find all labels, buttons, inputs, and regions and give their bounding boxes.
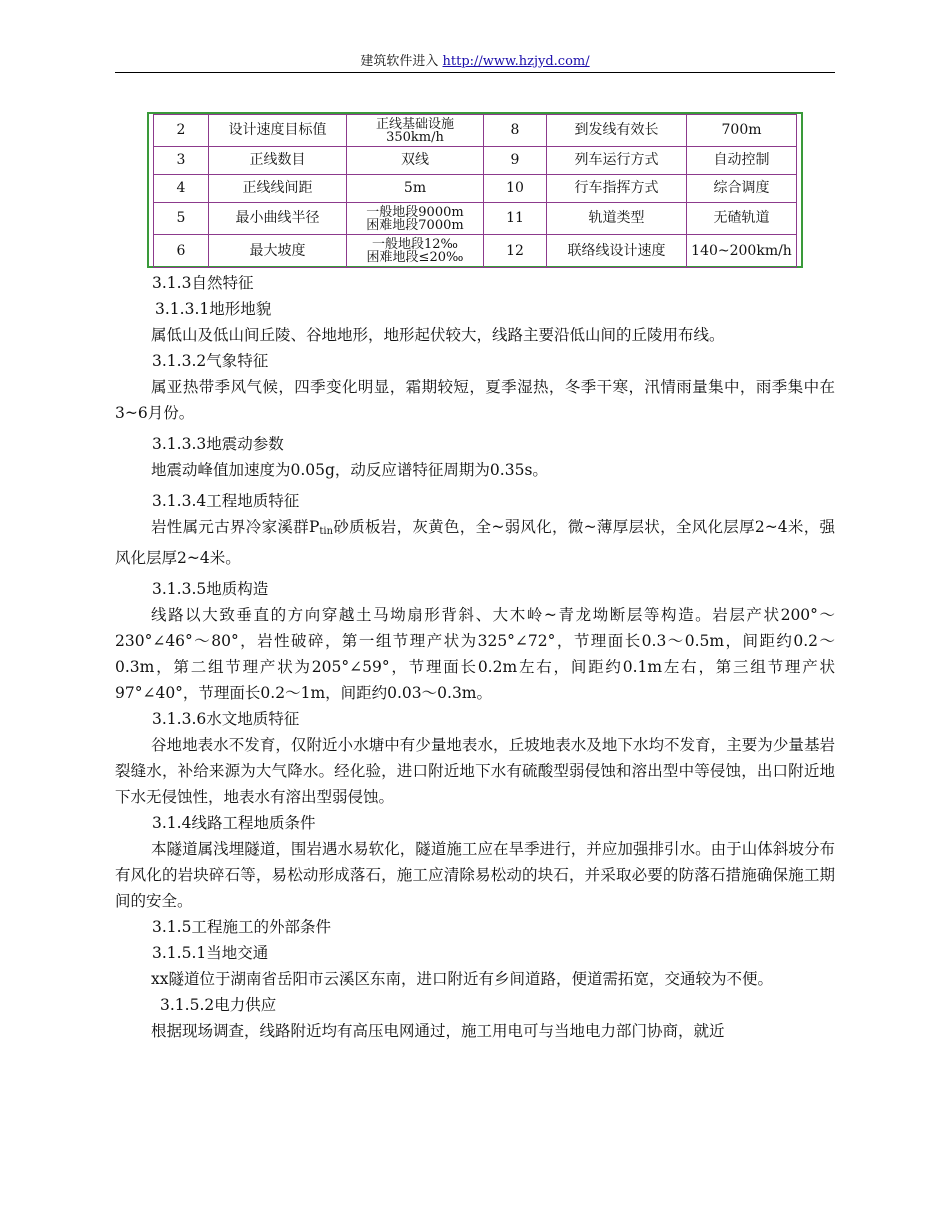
table-cell: 3: [154, 147, 209, 175]
table-cell: 5m: [347, 175, 484, 203]
table-cell: 无碴轨道: [687, 203, 797, 235]
table-cell: 正线基础设施 350km/h: [347, 115, 484, 147]
table-cell: 轨道类型: [547, 203, 687, 235]
table-cell: 4: [154, 175, 209, 203]
table-cell: 自动控制: [687, 147, 797, 175]
section-heading: 3.1.5.2电力供应: [160, 996, 277, 1014]
paragraph: 谷地地表水不发育，仅附近小水塘中有少量地表水，丘坡地表水及地下水均不发育，主要为少量基岩裂缝水，补给来源为大气降水。经化验，进口附近地下水有硫酸型弱侵蚀和溶出型中等侵蚀，出口附近地下水无侵蚀性，地表水有溶出型弱侵蚀。: [115, 736, 835, 806]
table-row: [154, 115, 797, 147]
table-cell: 8: [484, 115, 547, 147]
table-cell: 综合调度: [687, 175, 797, 203]
section-heading: 3.1.3自然特征: [152, 274, 254, 292]
paragraph: 线路以大致垂直的方向穿越土马坳扇形背斜、大木岭~青龙坳断层等构造。岩层产状200°～230°∠46°～80°，岩性破碎，第一组节理产状为325°∠72°，节理面长0.3～0.5m，间距约0.2～0.3m，第二组节理产状为205°∠59°，节理面长0.2m左右，间距约0.1m左右，第三组节理产状97°∠40°，节理面长0.2～1m，间距约0.03～0.3m。: [115, 606, 835, 702]
table-cell: 12: [484, 235, 547, 268]
table-cell: 到发线有效长: [547, 115, 687, 147]
table-cell: 双线: [347, 147, 484, 175]
section-heading: 3.1.3.6水文地质特征: [152, 710, 300, 728]
paragraph: 根据现场调查，线路附近均有高压电网通过，施工用电可与当地电力部门协商，就近: [151, 1022, 725, 1040]
table-cell: 5: [154, 203, 209, 235]
table-row: [154, 203, 797, 235]
table-cell: 正线数目: [209, 147, 347, 175]
section-heading: 3.1.3.4工程地质特征: [152, 492, 300, 510]
table-cell: 11: [484, 203, 547, 235]
section-heading: 3.1.4线路工程地质条件: [152, 814, 316, 832]
table-cell: 2: [154, 115, 209, 147]
section-heading: 3.1.3.1地形地貌: [155, 300, 272, 318]
table-row: [154, 147, 797, 175]
table-cell: 9: [484, 147, 547, 175]
section-heading: 3.1.3.5地质构造: [152, 580, 269, 598]
table-cell: 联络线设计速度: [547, 235, 687, 268]
table-cell: 最大坡度: [209, 235, 347, 268]
table-cell: 10: [484, 175, 547, 203]
table-cell: 设计速度目标值: [209, 115, 347, 147]
page-header: [115, 52, 835, 72]
spec-table-frame: [147, 112, 803, 268]
table-cell: 700m: [687, 115, 797, 147]
paragraph: 属亚热带季风气候，四季变化明显，霜期较短，夏季湿热，冬季干寒，汛情雨量集中，雨季集中在3~6月份。: [115, 378, 835, 422]
section-heading: 3.1.3.2气象特征: [152, 352, 269, 370]
paragraph: xx隧道位于湖南省岳阳市云溪区东南，进口附近有乡间道路，便道需拓宽，交通较为不便。: [151, 970, 773, 988]
document-body: [115, 270, 835, 1044]
table-cell: 列车运行方式: [547, 147, 687, 175]
section-heading: 3.1.5.1当地交通: [152, 944, 269, 962]
table-cell: 6: [154, 235, 209, 268]
spec-table: [153, 114, 797, 268]
header-rule: [115, 72, 835, 73]
table-row: [154, 235, 797, 268]
paragraph: 本隧道属浅埋隧道，围岩遇水易软化，隧道施工应在旱季进行，并应加强排引水。由于山体斜坡分布有风化的岩块碎石等，易松动形成落石，施工应清除易松动的块石，并采取必要的防落石措施确保施工期间的安全。: [115, 840, 835, 910]
table-cell: 正线线间距: [209, 175, 347, 203]
header-prefix: 建筑软件进入: [360, 54, 443, 69]
table-cell: 一般地段12‰ 困难地段≤20‰: [347, 235, 484, 268]
paragraph: 地震动峰值加速度为0.05g，动反应谱特征周期为0.35s。: [151, 461, 548, 479]
section-heading: 3.1.3.3地震动参数: [152, 435, 284, 453]
table-cell: 最小曲线半径: [209, 203, 347, 235]
table-row: [154, 175, 797, 203]
table-cell: 行车指挥方式: [547, 175, 687, 203]
header-link[interactable]: http://www.hzjyd.com/: [442, 54, 590, 69]
table-cell: 一般地段9000m 困难地段7000m: [347, 203, 484, 235]
section-heading: 3.1.5工程施工的外部条件: [152, 918, 331, 936]
paragraph: 属低山及低山间丘陵、谷地地形，地形起伏较大，线路主要沿低山间的丘陵用布线。: [151, 326, 725, 344]
paragraph: 岩性属元古界冷家溪群$P_{tin}$砂质板岩，灰黄色，全~弱风化，微~薄厚层状，全风化层厚2~4米，强风化层厚2~4米。: [115, 518, 835, 567]
table-cell: 140~200km/h: [687, 235, 797, 268]
